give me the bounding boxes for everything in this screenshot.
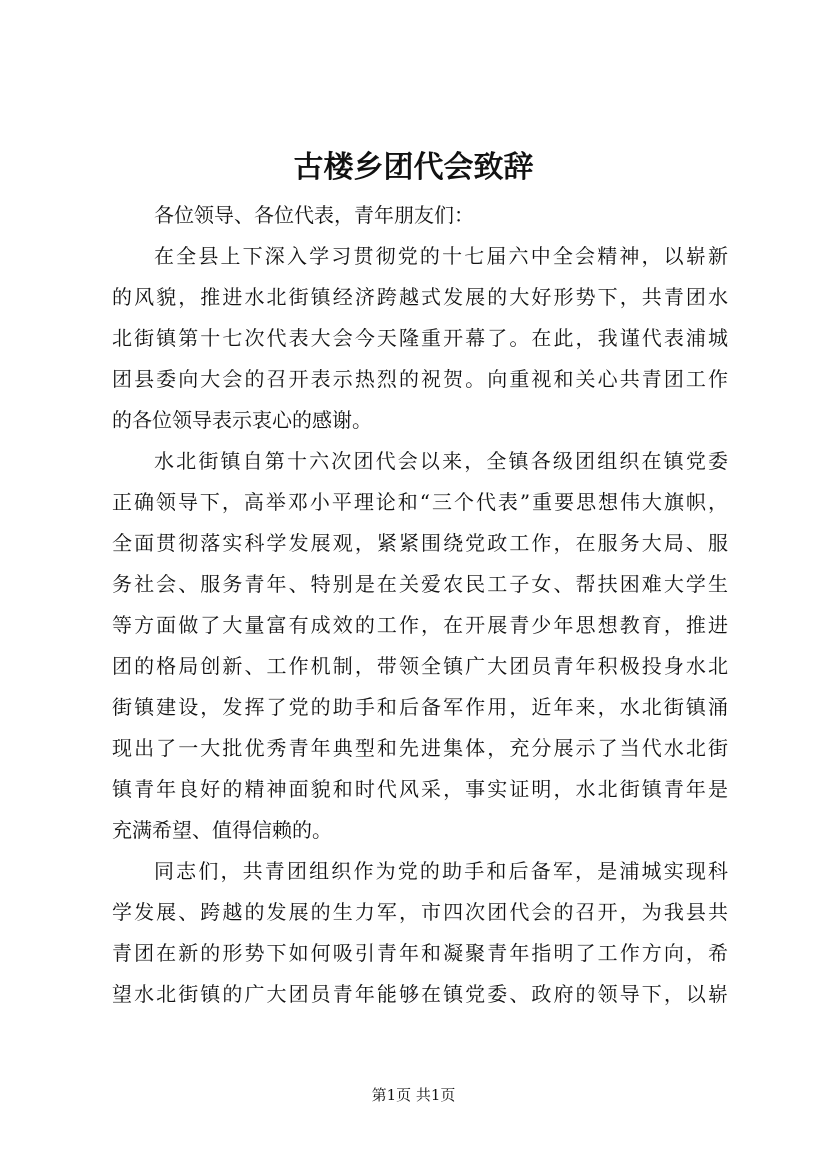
paragraph-line: 的各位领导表示衷心的感谢。	[112, 408, 372, 432]
paragraph-line: 青团在新的形势下如何吸引青年和凝聚青年指明了工作方向，希	[112, 941, 728, 965]
paragraph-line: 同志们，共青团组织作为党的助手和后备军，是浦城实现科	[154, 859, 728, 883]
paragraph-line: 水北街镇自第十六次团代会以来，全镇各级团组织在镇党委	[154, 449, 728, 473]
paragraph-line: 北街镇第十七次代表大会今天隆重开幕了。在此，我谨代表浦城	[112, 326, 728, 350]
paragraph-line: 正确领导下，高举邓小平理论和“三个代表”重要思想伟大旗帜，	[112, 490, 728, 514]
salutation-line: 各位领导、各位代表，青年朋友们：	[154, 203, 474, 227]
paragraph-line: 等方面做了大量富有成效的工作，在开展青少年思想教育，推进	[112, 613, 728, 637]
paragraph-line: 全面贯彻落实科学发展观，紧紧围绕党政工作，在服务大局、服	[112, 531, 728, 555]
paragraph-line: 在全县上下深入学习贯彻党的十七届六中全会精神，以崭新	[154, 244, 728, 268]
paragraph-line: 现出了一大批优秀青年典型和先进集体，充分展示了当代水北街	[112, 736, 728, 760]
paragraph-line: 团县委向大会的召开表示热烈的祝贺。向重视和关心共青团工作	[112, 367, 728, 391]
document-body	[112, 195, 728, 1015]
paragraph-line: 街镇建设，发挥了党的助手和后备军作用，近年来，水北街镇涌	[112, 695, 728, 719]
page-footer: 第1页 共1页	[371, 1086, 456, 1104]
document-title: 古楼乡团代会致辞	[293, 150, 534, 185]
paragraph-line: 团的格局创新、工作机制，带领全镇广大团员青年积极投身水北	[112, 654, 728, 678]
paragraph-line: 望水北街镇的广大团员青年能够在镇党委、政府的领导下，以崭	[112, 982, 728, 1006]
paragraph-line: 务社会、服务青年、特别是在关爱农民工子女、帮扶困难大学生	[112, 572, 728, 596]
paragraph-line: 的风貌，推进水北街镇经济跨越式发展的大好形势下，共青团水	[112, 285, 728, 309]
paragraph-line: 充满希望、值得信赖的。	[112, 818, 332, 842]
paragraph-line: 学发展、跨越的发展的生力军，市四次团代会的召开，为我县共	[112, 900, 728, 924]
paragraph-line: 镇青年良好的精神面貌和时代风采，事实证明，水北街镇青年是	[112, 777, 728, 801]
